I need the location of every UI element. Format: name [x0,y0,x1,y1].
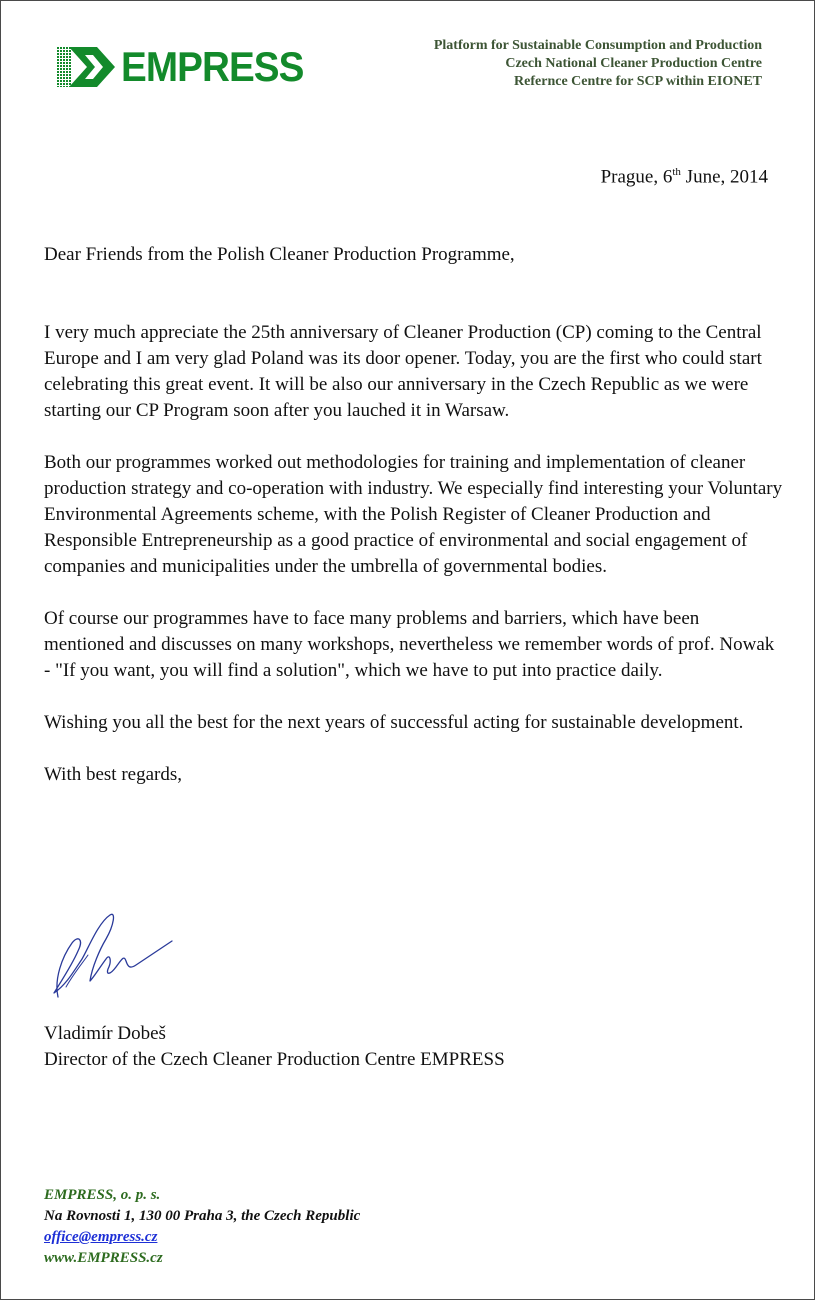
header-line: Czech National Cleaner Production Centre [505,56,762,71]
footer-org: EMPRESS, o. p. s. [44,1187,161,1203]
footer-email-link[interactable]: office@empress.cz [44,1229,158,1245]
footer-contact [44,1185,360,1269]
organization-header [434,37,762,91]
empress-logo [57,45,319,89]
footer-address: Na Rovnosti 1, 130 00 Praha 3, the Czech Republic [44,1208,361,1224]
paragraph: Both our programmes worked out methodologies for training and implementation of cleaner production strategy and co-operation with industry. We especially find interesting your Voluntary Environmental Agreements scheme, with the Polish Register of Cleaner Production and Responsible Entrepreneurship as a good practice of environmental and social engagement of companies and municipalities under the umbrella of governmental bodies. [44,452,783,577]
paragraph: Wishing you all the best for the next years of successful acting for sustainable development. [44,712,744,733]
double-chevron-arrow-icon [57,47,119,87]
signer-name: Vladimír Dobeš [44,1023,166,1044]
header-line: Refernce Centre for SCP within EIONET [514,74,762,89]
letter-date [601,166,768,188]
letter-body [44,242,784,788]
paragraph: I very much appreciate the 25th anniversary of Cleaner Production (CP) coming to the Central Europe and I am very glad Poland was its door opener. Today, you are the first who could start celebrating this great event. It will be also our anniversary in the Czech Republic as we were starting our CP Program soon after you lauched it in Warsaw. [44,322,762,421]
salutation: Dear Friends from the Polish Cleaner Production Programme, [44,244,515,265]
date-suffix: June, 2014 [680,166,768,188]
date-ordinal: th [672,166,681,178]
handwritten-signature [44,909,179,1001]
header-line: Platform for Sustainable Consumption and Production [433,38,762,53]
paragraph: Of course our programmes have to face many problems and barriers, which have been mentioned and discusses on many workshops, nevertheless we remember words of prof. Nowak - "If you want, you will find a solution", which we have to put into practice daily. [44,608,775,681]
logo-wordmark: EMPRESS [121,43,304,90]
signer-title: Director of the Czech Cleaner Production Centre EMPRESS [44,1049,505,1070]
footer-website[interactable]: www.EMPRESS.cz [44,1250,163,1266]
signer-block [44,1021,505,1073]
date-prefix: Prague, 6 [600,166,673,188]
closing: With best regards, [44,764,183,785]
